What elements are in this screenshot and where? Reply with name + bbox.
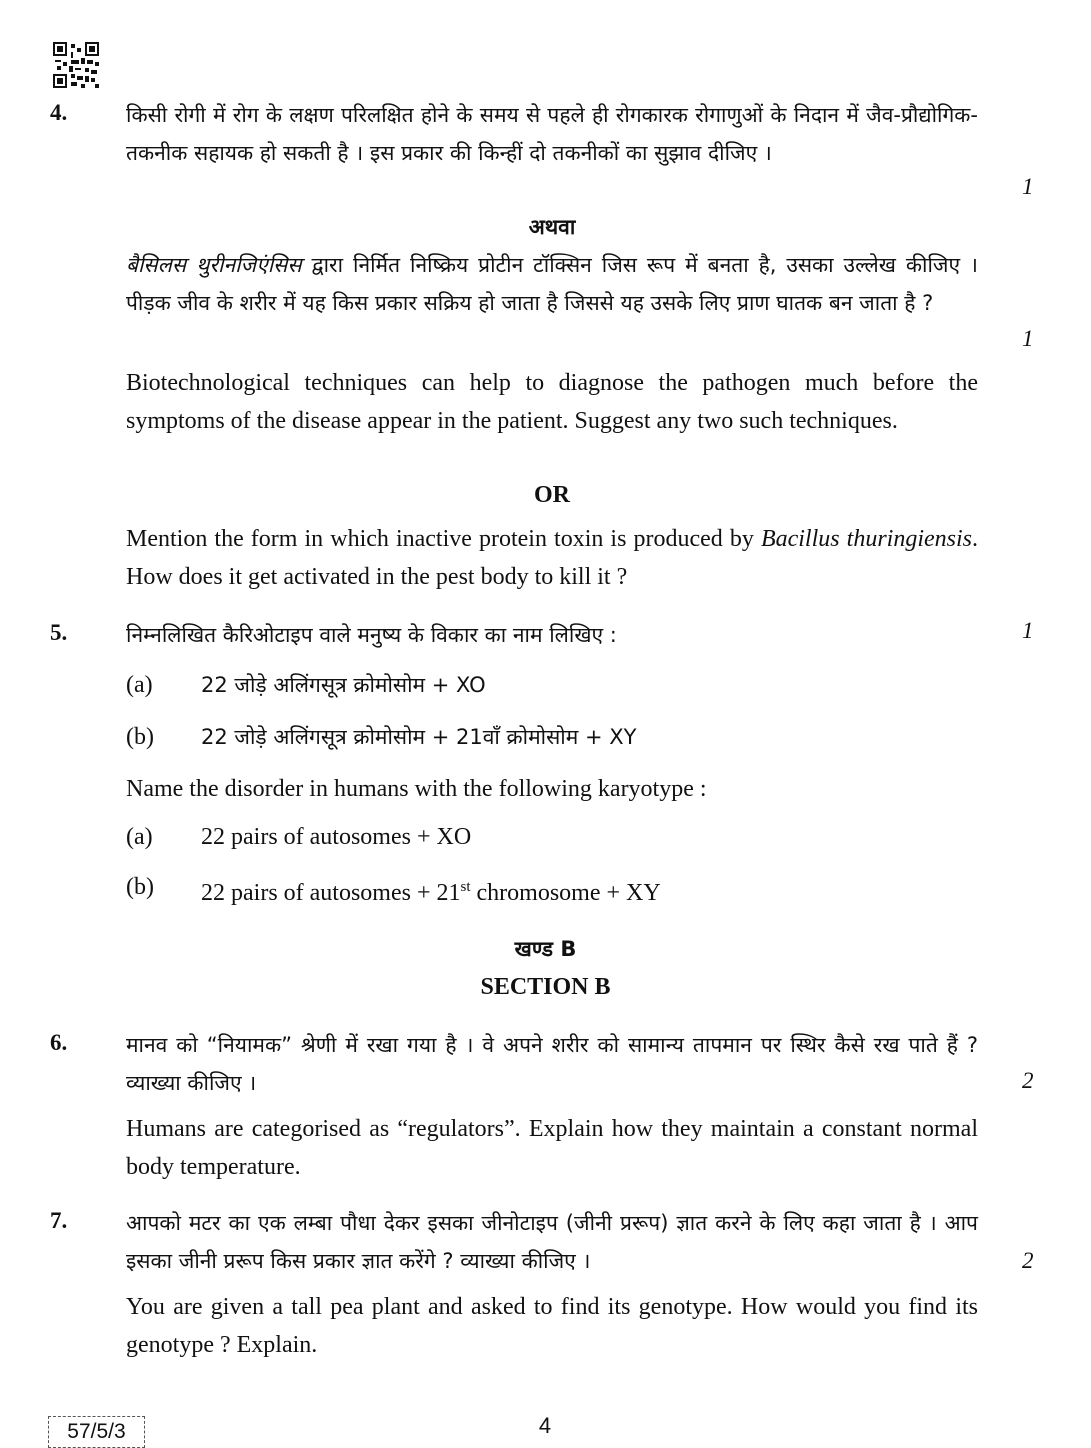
italic-species-name: बैसिलस थुरीनजिएंसिस bbox=[126, 253, 302, 277]
question-5-hindi-text: निम्नलिखित कैरिओटाइप वाले मनुष्य के विकार का नाम लिखिए : bbox=[126, 623, 617, 647]
question-7-english-text: You are given a tall pea plant and asked to find its genotype. How would you find its genotype ? Explain. bbox=[126, 1294, 978, 1358]
sub-item-text: 22 जोड़े अलिंगसूत्र क्रोमोसोम + XO bbox=[201, 673, 486, 697]
italic-species-name: Bacillus thuringiensis bbox=[760, 526, 973, 552]
qr-code-icon bbox=[53, 42, 99, 88]
marks-label: 2 bbox=[1022, 1068, 1034, 1093]
question-number: 4. bbox=[50, 100, 68, 125]
question-number: 7. bbox=[50, 1208, 68, 1233]
sub-item-text: 22 pairs of autosomes + XO bbox=[201, 824, 472, 850]
alternative-text: द्वारा निर्मित निष्क्रिय प्रोटीन टॉक्सिन जिस रूप में बनता है, उसका उल्लेख कीजिए । पीड़क जीव के शरीर में यह किस प्रकार सक्रिय हो जाता है जिससे यह उसके लिए प्राण घातक बन जाता है ? bbox=[126, 253, 978, 315]
marks-label: 2 bbox=[1022, 1248, 1034, 1273]
sub-item-label: (a) bbox=[126, 824, 153, 850]
section-heading-hindi: खण्ड B bbox=[514, 937, 577, 961]
page-number: 4 bbox=[538, 1413, 552, 1438]
marks-label: 1 bbox=[1022, 618, 1034, 643]
question-6-english-text: Humans are categorised as “regulators”. Explain how they maintain a constant normal body temperature. bbox=[126, 1116, 978, 1180]
sub-item-label: (b) bbox=[126, 874, 154, 900]
question-number: 6. bbox=[50, 1030, 68, 1055]
section-heading-english: SECTION B bbox=[480, 974, 611, 1000]
or-heading-english: OR bbox=[534, 482, 570, 508]
sub-item-label: (a) bbox=[126, 672, 153, 698]
sub-item-text: 22 जोड़े अलिंगसूत्र क्रोमोसोम + 21वाँ क्रोमोसोम + XY bbox=[201, 725, 637, 749]
question-5-english-text: Name the disorder in humans with the following karyotype : bbox=[126, 776, 707, 802]
question-4-english-alternative: Mention the form in which inactive protein toxin is produced by Bacillus thuringiensis. How does it get activated in the pest body to kill it ? bbox=[126, 526, 979, 590]
question-number: 5. bbox=[50, 620, 68, 645]
sub-item-text: 22 pairs of autosomes + 21st chromosome + XY bbox=[201, 879, 661, 906]
sub-item-label: (b) bbox=[126, 724, 154, 750]
or-heading-hindi: अथवा bbox=[528, 215, 576, 239]
question-7-hindi-text: आपको मटर का एक लम्बा पौधा देकर इसका जीनोटाइप (जीनी प्ररूप) ज्ञात करने के लिए कहा जाता है । आप इसका जीनी प्ररूप किस प्रकार ज्ञात करेंगे ? व्याख्या कीजिए । bbox=[126, 1211, 978, 1273]
marks-label: 1 bbox=[1022, 174, 1034, 199]
paper-code-box: 57/5/3 bbox=[48, 1416, 145, 1448]
question-4-english-text: Biotechnological techniques can help to diagnose the pathogen much before the symptoms of the disease appear in the patient. Suggest any two such techniques. bbox=[126, 370, 978, 434]
question-4-hindi-alternative bbox=[126, 246, 978, 322]
question-6-hindi-text: मानव को “नियामक” श्रेणी में रखा गया है । वे अपने शरीर को सामान्य तापमान पर स्थिर कैसे रख पाते हैं ? व्याख्या कीजिए । bbox=[126, 1033, 978, 1095]
question-4-hindi-text: किसी रोगी में रोग के लक्षण परिलक्षित होने के समय से पहले ही रोगकारक रोगाणुओं के निदान में जैव-प्रौद्योगिक-तकनीक सहायक हो सकती है । इस प्रकार की किन्हीं दो तकनीकों का सुझाव दीजिए । bbox=[126, 103, 978, 165]
marks-label: 1 bbox=[1022, 326, 1034, 351]
